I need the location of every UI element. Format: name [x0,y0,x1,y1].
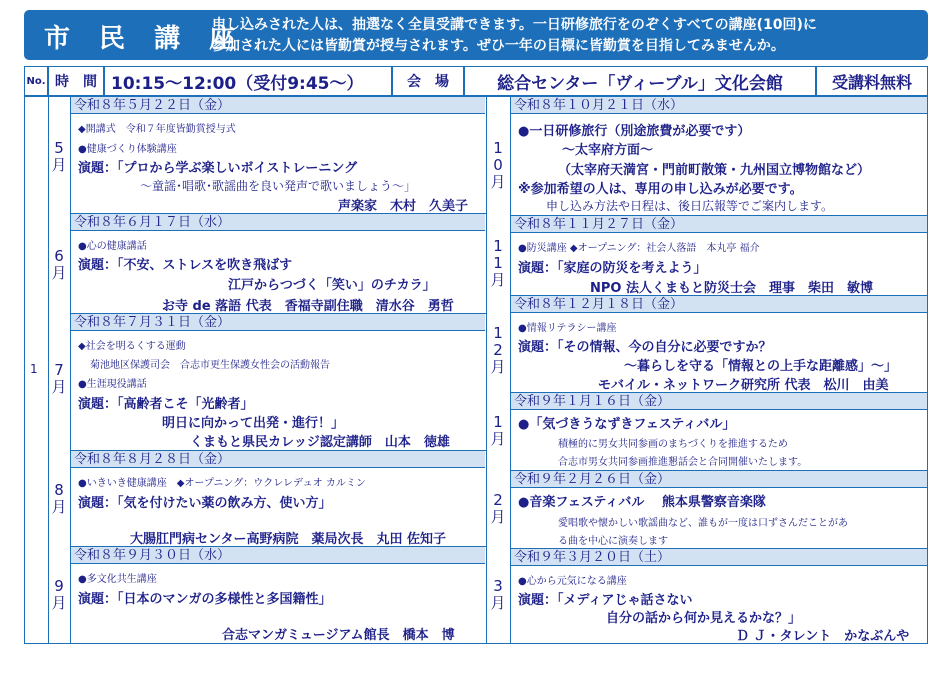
event-speaker: 声楽家 木村 久美子 [338,199,469,214]
event-speaker: 合志マンガミュージアム館長 橋本 博 [222,628,455,643]
event-line: ●いきいき健康講座 ◆オープニング：ウクレレデュオ カルミン [78,478,366,489]
banner [24,10,928,60]
banner-description [212,15,817,57]
event-title: 演題：「家庭の防災を考えよう」 [518,261,707,276]
event-title: 演題：「その情報、今の自分に必要ですか？ [518,340,772,355]
header-venue-label: 会 場 [392,66,464,96]
month-august: 8 月 [51,481,67,516]
event-speaker: Ｄ Ｊ・タレント かなぶんや [736,629,910,644]
event-line: ～太宰府方面～ [562,143,654,158]
event-speaker: 大腸肛門病センター高野病院 薬局次長 丸田 佐知子 [130,532,447,547]
event-line: ●生涯現役講話 [78,379,147,390]
month-march: 3 月 [490,577,506,612]
banner-line-2: 参加された人には皆勤賞が授与されます。ぜひ一年の目標に皆勤賞を目指してみませんか。 [212,38,785,54]
event-title: 演題：「気を付けたい薬の飲み方、使い方」 [78,496,332,511]
event-line: 合志市男女共同参画推進懇話会と合同開催いたします。 [558,457,808,468]
event-title: ●一日研修旅行（別途旅費が必要です） [518,124,751,139]
month-july: 7 月 [51,361,67,396]
month-october: 1 0 月 [490,139,506,191]
event-line: ※参加希望の人は、専用の申し込みが必要です。 [518,182,803,197]
event-line: 愛唱歌や懐かしい歌謡曲など、誰もが一度は口ずさんだことがあ [558,518,848,529]
date-band-june: 令和８年６月１７日（水） [71,214,485,231]
month-february: 2 月 [490,491,506,526]
date-band-march: 令和９年３月２０日（土） [511,549,927,566]
event-line: ●防災講座 ◆オープニング：社会人落語 本丸亭 福介 [518,243,760,254]
event-title: ●音楽フェスティバル 熊本県警察音楽隊 [518,495,766,510]
date-band-august: 令和８年８月２８日（金） [71,451,485,468]
event-line: 菊池地区保護司会 合志市更生保護女性会の活動報告 [90,360,330,371]
event-line: ◆社会を明るくする運動 [78,341,186,352]
event-line: る曲を中心に演奏します [558,536,668,547]
event-title: 演題：「プロから学ぶ楽しいボイストレーニング [78,161,358,176]
event-subtitle: 自分の話から何か見えるかな？」 [606,611,802,626]
date-band-december: 令和８年１２月１８日（金） [511,296,927,313]
date-band-january: 令和９年１月１６日（金） [511,393,927,410]
banner-line-1: 申し込みされた人は、抽選なく全員受講できます。一日研修旅行をのぞくすべての講座(10回)に [212,17,817,33]
header-time-label: 時 間 [48,66,104,96]
event-title: 演題：「メディアじゃ話さない [518,593,693,608]
event-speaker: NPO 法人くまもと防災士会 理事 柴田 敏博 [590,281,873,296]
event-line: ●健康づくり体験講座 [78,144,177,155]
row-number: 1 [30,362,38,376]
header-venue-value: 総合センター「ヴィーブル」文化会館 [464,66,816,96]
event-subtitle: 江戸からつづく「笑い」のチカラ」 [228,278,436,293]
date-band-may: 令和８年５月２２日（金） [71,97,485,114]
date-band-september: 令和８年９月３０日（水） [71,547,485,564]
header-no: No. [24,66,48,96]
event-subtitle: 明日に向かって出発・進行！」 [162,416,345,431]
month-november: 1 1 月 [490,237,506,289]
month-december: 1 2 月 [490,324,506,376]
month-may: 5 月 [51,139,67,174]
month-september: 9 月 [51,577,67,612]
event-line: ◆開講式 令和７年度皆勤賞授与式 [78,124,236,135]
event-line: （太宰府天満宮・門前町散策・九州国立博物館など） [558,163,871,178]
event-title: 演題：「不安、ストレスを吹き飛ばす [78,258,293,273]
date-band-october: 令和８年１０月２１日（水） [511,97,927,114]
date-band-february: 令和９年２月２６日（金） [511,471,927,488]
event-title: 演題：「高齢者こそ「光齢者」 [78,397,254,412]
date-band-july: 令和８年７月３１日（金） [71,314,485,331]
event-speaker: お寺 de 落語 代表 香福寺副住職 清水谷 勇哲 [162,299,454,314]
event-line: ●多文化共生講座 [78,574,157,585]
event-line: ●情報リテラシー講座 [518,323,617,334]
month-january: 1 月 [490,413,506,448]
event-line: ●心の健康講話 [78,241,147,252]
event-title: ●「気づきうなずきフェスティバル」 [518,417,736,432]
event-speaker: くまもと県民カレッジ認定講師 山本 徳雄 [190,435,450,450]
event-line: ●心から元気になる講座 [518,576,627,587]
event-line: 積極的に男女共同参画のまちづくりを推進するため [558,439,788,450]
header-fee: 受講料無料 [816,66,928,96]
header-time-value: 10:15～12:00（受付9:45～） [104,66,392,96]
banner-title: 市 民 講 座 [44,24,246,54]
event-speaker: モバイル・ネットワーク研究所 代表 松川 由美 [598,378,889,393]
event-subtitle: ～暮らしを守る「情報との上手な距離感」～」 [624,359,898,374]
event-title: 演題：「日本のマンガの多様性と多国籍性」 [78,592,332,607]
event-line: 申し込み方法や日程は、後日広報等でご案内します。 [546,199,834,213]
date-band-november: 令和８年１１月２７日（金） [511,216,927,233]
event-subtitle: ～童謡･唱歌･歌謡曲を良い発声で歌いましょう～」 [140,179,417,193]
month-june: 6 月 [51,247,67,282]
